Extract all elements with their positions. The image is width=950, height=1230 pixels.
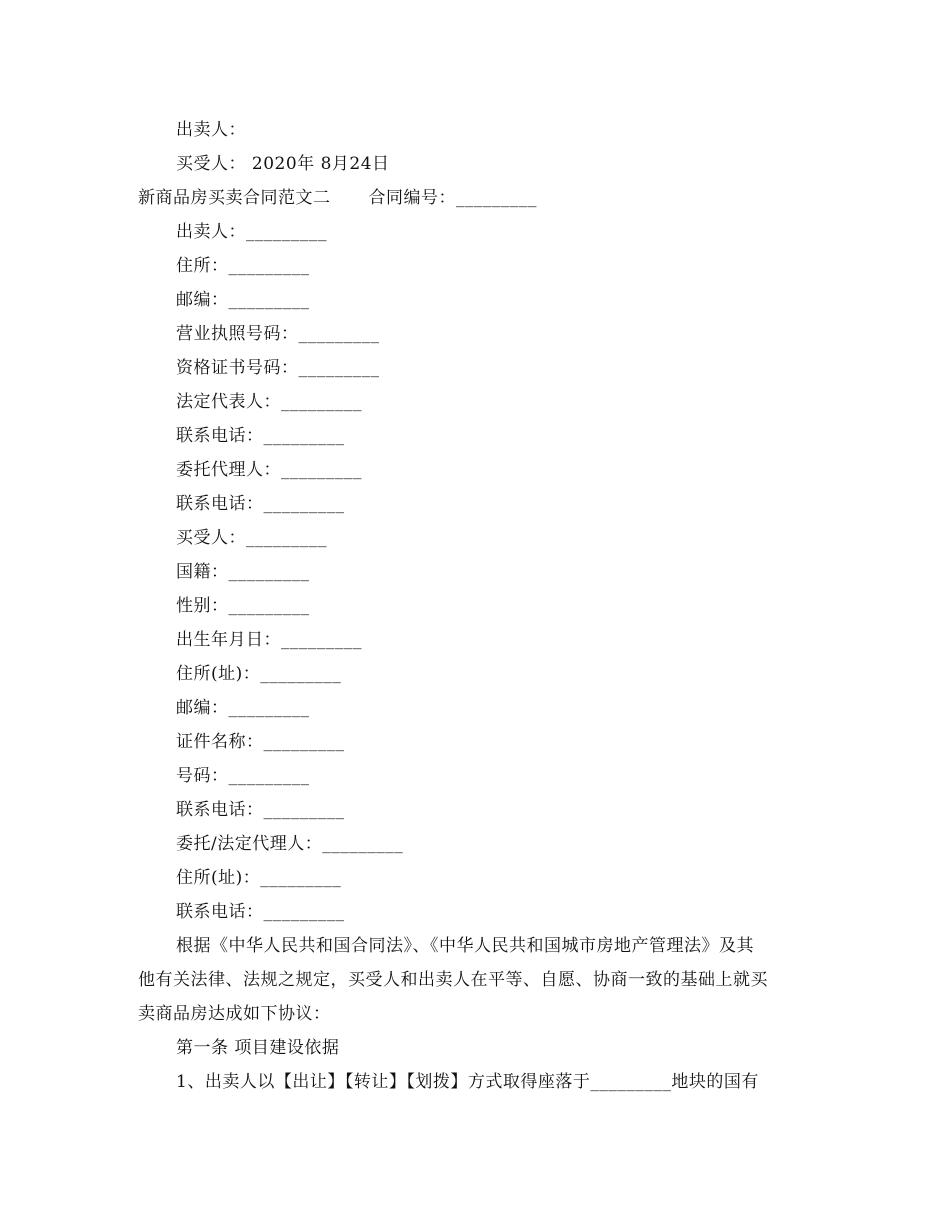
field-buyer-address: 住所(址)：_________ bbox=[176, 664, 342, 684]
seller-signature-line: 出卖人： bbox=[176, 120, 246, 140]
contract-number: 合同编号：_________ bbox=[368, 188, 537, 208]
paragraph-line-3: 卖商品房达成如下协议： bbox=[138, 1004, 331, 1024]
field-buyer-agent-phone: 联系电话：_________ bbox=[176, 902, 345, 922]
field-id-type: 证件名称：_________ bbox=[176, 732, 345, 752]
article-one-clause-1: 1、出卖人以【出让】【转让】【划拨】方式取得座落于_________地块的国有 bbox=[176, 1072, 759, 1092]
field-seller-address: 住所：_________ bbox=[176, 256, 310, 276]
field-seller: 出卖人：_________ bbox=[176, 222, 327, 242]
field-legal-representative: 法定代表人：_________ bbox=[176, 392, 362, 412]
article-one-heading: 第一条 项目建设依据 bbox=[176, 1038, 340, 1058]
field-seller-agent-phone: 联系电话：_________ bbox=[176, 494, 345, 514]
field-id-number: 号码：_________ bbox=[176, 766, 310, 786]
field-buyer-phone: 联系电话：_________ bbox=[176, 800, 345, 820]
field-buyer-agent-address: 住所(址)：_________ bbox=[176, 868, 342, 888]
field-nationality: 国籍：_________ bbox=[176, 562, 310, 582]
field-qualification-cert: 资格证书号码：_________ bbox=[176, 358, 380, 378]
paragraph-line-1: 根据《中华人民共和国合同法》、《中华人民共和国城市房地产管理法》及其 bbox=[176, 936, 754, 956]
field-seller-agent: 委托代理人：_________ bbox=[176, 460, 362, 480]
field-business-license: 营业执照号码：_________ bbox=[176, 324, 380, 344]
paragraph-line-2: 他有关法律、法规之规定，买受人和出卖人在平等、自愿、协商一致的基础上就买 bbox=[138, 970, 768, 990]
field-gender: 性别：_________ bbox=[176, 596, 310, 616]
buyer-signature-date-line: 买受人： 2020年 8月24日 bbox=[176, 154, 390, 174]
document-title-row bbox=[138, 186, 537, 210]
field-buyer-postcode: 邮编：_________ bbox=[176, 698, 310, 718]
field-seller-postcode: 邮编：_________ bbox=[176, 290, 310, 310]
field-birthdate: 出生年月日：_________ bbox=[176, 630, 362, 650]
field-buyer: 买受人：_________ bbox=[176, 528, 327, 548]
field-buyer-agent: 委托/法定代理人：_________ bbox=[176, 834, 404, 854]
field-seller-phone: 联系电话：_________ bbox=[176, 426, 345, 446]
document-title: 新商品房买卖合同范文二 bbox=[138, 188, 331, 208]
